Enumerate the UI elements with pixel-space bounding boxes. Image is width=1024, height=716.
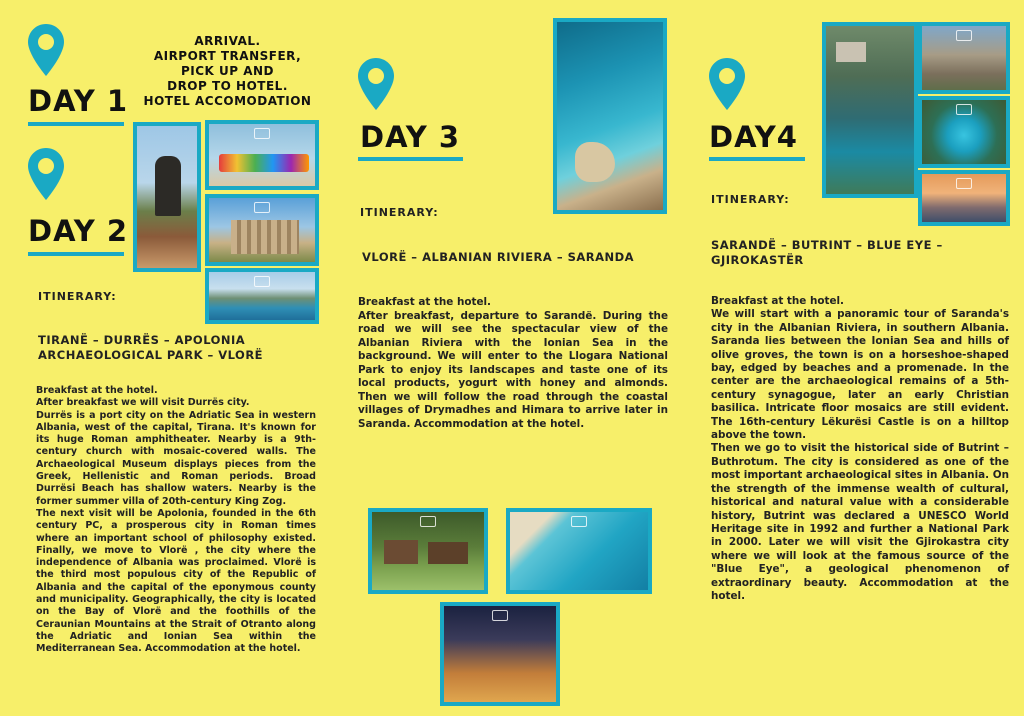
day4-underline [709,157,805,161]
location-pin-icon [28,148,64,200]
drymadhes-beach-photo [506,508,652,594]
blue-eye-photo [918,96,1010,168]
saranda-night-photo [440,602,560,706]
logo-mark [956,104,972,115]
day4-itinerary-label: ITINERARY: [711,193,790,206]
durres-letters [219,154,309,172]
statue-silhouette [155,156,181,216]
day2-underline [28,252,124,256]
day1-arrival-text: ARRIVAL. AIRPORT TRANSFER, PICK UP AND DROP TO HOTEL. HOTEL ACCOMODATION [143,34,312,108]
cabin-shape [428,542,468,564]
vlore-coast-photo [205,268,319,324]
day3-description: Breakfast at the hotel. After breakfast, departure to Sarandë. During the road we will see the spectacular view of the Albanian Riviera with the Ionian Sea in the background. We will enter to the Llogara National Park to enjoy its landscapes and taste one of its local products, yogurt with honey and almonds. Then we will follow the road through the coastal villages of Drymadhes and Himara to arrive later in Saranda. Accommodation at the hotel. [358,296,668,430]
gjirokaster-castle-photo [918,22,1010,94]
day2-title: DAY 2 [28,214,129,248]
logo-mark [254,128,270,139]
logo-mark [420,516,436,527]
logo-mark [492,610,508,621]
logo-mark [956,30,972,41]
day3-underline [358,157,463,161]
day4-route: SARANDË – BUTRINT – BLUE EYE – GJIROKASTËR [711,238,943,267]
logo-mark [571,516,587,527]
llogara-park-photo [368,508,488,594]
location-pin-icon [358,58,394,110]
location-pin-icon [709,58,745,110]
day3-route: VLORË – ALBANIAN RIVIERA – SARANDA [362,250,635,264]
day4-description: Breakfast at the hotel. We will start with a panoramic tour of Saranda's city in the Albanian Riviera, in southern Albania. Saranda lies between the Ionian Sea and hills of olive groves, the town is on a horseshoe-shaped bay, edged by beaches and a promenade. In the center are the archaeological remains of a 5th-century synagogue, later an early Christian basilica. Intricate floor mosaics are still evident. The 16th-century Lëkurësi Castle is on a hilltop above the town. Then we go to visit the historical side of Butrint – Buthrotum. The city is considered as one of the most important archaeological sites in Albania. On the strength of the immense wealth of cultural, historical and natural value with a considerable history, Butrint was declared a UNESCO World Heritage site in 1992 and further a National Park in 2000. Later we will visit the Gjirokastra city where we will look at the famous source of the "Blue Eye", a geological phenomenon of extraordinary beauty. Accommodation at the hotel. [711,295,1009,602]
durres-sign-photo [205,120,319,190]
ruins-columns [231,220,299,254]
cabin-shape [384,540,418,564]
skanderbeg-statue-photo [133,122,201,272]
day3-itinerary-label: ITINERARY: [360,206,439,219]
day2-itinerary-label: ITINERARY: [38,290,117,303]
day2-description: Breakfast at the hotel. After breakfast we will visit Durrës city. Durrës is a port city on the Adriatic Sea in western Albania, west of the capital, Tirana. It's known for its huge Roman amphitheater. Nearby is a 9th-century church with mosaic-covered walls. The Archaeological Museum displays pieces from the Greek, Hellenistic and Roman periods. Broad Durrësi Beach has shallow waters. Nearby is the former summer villa of 20th-century King Zog. The next visit will be Apolonia, founded in the 6th century PC, a prosperous city in Roman times where an important school of philosophy existed. Finally, we move to Vlorë , the city where the independence of Albania was proclaimed. Vlorë is the third most populous city of the Republic of Albania and the capital of the eponymous county and municipality. Geographically, the city is located on the Bay of Vlorë and the foothills of the Ceraunian Mountains at the Strait of Otranto along the Adriatic and Ionian Sea within the Mediterranean Sea. Accommodation at the hotel. [36,385,316,655]
riviera-aerial-photo [553,18,667,214]
butrint-lake-photo [822,22,918,198]
beach-shape [575,142,615,182]
day1-title: DAY 1 [28,84,129,118]
logo-mark [254,276,270,287]
day1-underline [28,122,124,126]
day2-route: TIRANË – DURRËS – APOLONIA ARCHAEOLOGICAL PARK – VLORË [38,333,264,362]
saranda-sunset-photo [918,170,1010,226]
logo-mark [254,202,270,213]
apolonia-ruins-photo [205,194,319,266]
location-pin-icon [28,24,64,76]
building-shape [836,42,866,62]
day4-title: DAY4 [709,120,798,154]
logo-mark [956,178,972,189]
day3-title: DAY 3 [360,120,461,154]
